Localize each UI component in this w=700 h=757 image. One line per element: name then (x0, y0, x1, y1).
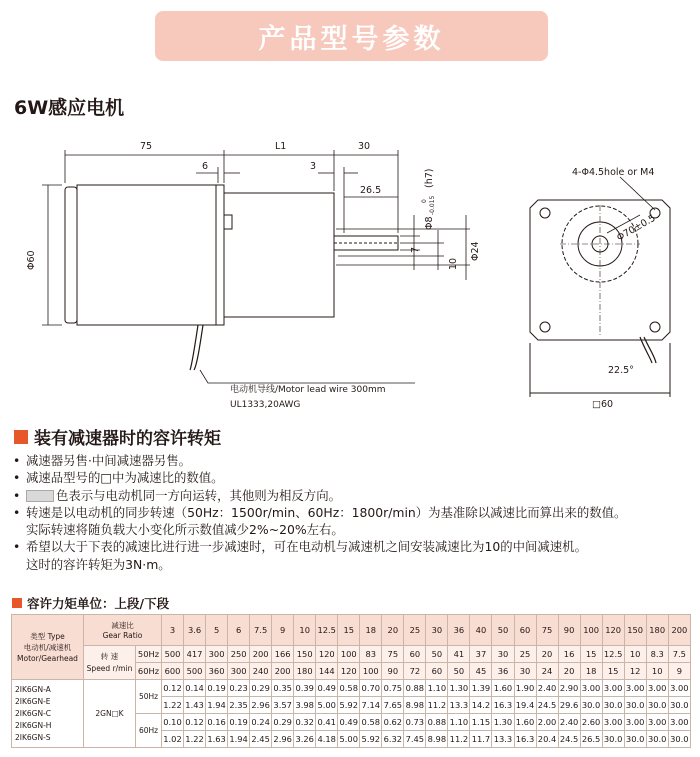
torque-cell: 0.75 (382, 680, 404, 697)
torque-cell: 5.92 (338, 697, 360, 714)
speed-cell: 7.5 (668, 646, 690, 663)
hz-cell: 60Hz (136, 663, 162, 680)
torque-cell: 3.00 (668, 680, 690, 697)
torque-cell: 0.39 (294, 680, 316, 697)
note-continuation: 这时的容许转矩为3N·m。 (26, 556, 171, 572)
speed-cell: 500 (162, 646, 184, 663)
section-title (14, 424, 221, 449)
torque-cell: 11.2 (448, 731, 470, 748)
torque-cell: 0.12 (162, 680, 184, 697)
ratio-cell: 200 (668, 615, 690, 646)
torque-cell: 30.0 (580, 697, 602, 714)
dim-l1: L1 (275, 141, 287, 152)
note-item: • 减速品型号的□中为减速比的数值。 (12, 469, 692, 486)
torque-cell: 2.60 (580, 714, 602, 731)
torque-cell: 6.32 (382, 731, 404, 748)
torque-cell: 0.41 (316, 714, 338, 731)
speed-cell: 300 (228, 663, 250, 680)
ratio-cell: 20 (382, 615, 404, 646)
torque-cell: 0.35 (272, 680, 294, 697)
torque-cell: 0.24 (250, 714, 272, 731)
torque-cell: 0.58 (360, 714, 382, 731)
ratio-cell: 15 (338, 615, 360, 646)
torque-cell: 16.3 (492, 697, 514, 714)
torque-cell: 0.19 (206, 680, 228, 697)
speed-cell: 144 (316, 663, 338, 680)
note-item: • 希望以大于下表的减速比进行进一步减速时，可在电动机与减速机之间安装减速比为10的中间减速机。 (12, 538, 692, 555)
section-title-text: 装有减速器时的容许转矩 (34, 429, 221, 449)
speed-cell: 37 (470, 646, 492, 663)
speed-cell: 10 (624, 646, 646, 663)
dim-7: 7 (410, 246, 421, 253)
note-item (12, 487, 692, 504)
torque-cell: 3.00 (646, 680, 668, 697)
ratio-cell: 25 (404, 615, 426, 646)
ratio-cell: 5 (206, 615, 228, 646)
torque-cell: 1.60 (492, 680, 514, 697)
section-marker (14, 430, 28, 444)
torque-cell: 11.7 (470, 731, 492, 748)
dim-phi8-fit: (h7) (424, 168, 435, 188)
torque-cell: 1.94 (228, 731, 250, 748)
gearhead-model: 2GN□K (84, 680, 136, 748)
dim-phi8-zero: 0 (421, 199, 428, 203)
speed-cell: 72 (404, 663, 426, 680)
torque-cell: 5.00 (338, 731, 360, 748)
speed-cell: 60 (404, 646, 426, 663)
torque-cell: 11.2 (426, 697, 448, 714)
dim-3: 3 (310, 161, 317, 172)
ratio-cell: 12.5 (316, 615, 338, 646)
torque-cell: 0.73 (404, 714, 426, 731)
motor-body (77, 185, 224, 325)
speed-cell: 417 (184, 646, 206, 663)
speed-cell: 50 (448, 663, 470, 680)
torque-cell: 20.4 (536, 731, 558, 748)
torque-cell: 2.96 (250, 697, 272, 714)
speed-cell: 166 (272, 646, 294, 663)
torque-cell: 3.00 (624, 714, 646, 731)
torque-cell: 0.49 (338, 714, 360, 731)
ratio-cell: 90 (558, 615, 580, 646)
speed-cell: 24 (536, 663, 558, 680)
torque-cell: 0.62 (382, 714, 404, 731)
speed-cell: 30 (514, 663, 536, 680)
torque-cell: 1.60 (514, 714, 536, 731)
torque-cell: 2.40 (536, 680, 558, 697)
torque-cell: 3.98 (294, 697, 316, 714)
speed-cell: 45 (470, 663, 492, 680)
ratio-cell: 75 (536, 615, 558, 646)
speed-cell: 90 (382, 663, 404, 680)
banner-title: 产品型号参数 (258, 23, 445, 55)
dim-26-5: 26.5 (360, 185, 382, 196)
torque-cell: 2.00 (536, 714, 558, 731)
torque-cell: 5.92 (360, 731, 382, 748)
torque-cell: 1.30 (448, 680, 470, 697)
torque-cell: 13.3 (492, 731, 514, 748)
torque-cell: 30.0 (602, 697, 624, 714)
torque-cell: 0.88 (426, 714, 448, 731)
torque-cell: 30.0 (624, 731, 646, 748)
speed-cell: 15 (602, 663, 624, 680)
ratio-cell: 40 (470, 615, 492, 646)
ratio-cell: 60 (514, 615, 536, 646)
torque-cell: 1.22 (162, 697, 184, 714)
ratio-cell: 3 (162, 615, 184, 646)
motor-flange (224, 193, 334, 317)
torque-cell: 1.63 (206, 731, 228, 748)
dim-phi8-tol: -0.015 (429, 195, 436, 215)
torque-cell: 0.23 (228, 680, 250, 697)
torque-cell: 1.90 (514, 680, 536, 697)
torque-cell: 5.00 (316, 697, 338, 714)
ratio-header: 减速比 Gear Ratio (84, 615, 162, 646)
ul-label: UL1333,20AWG (230, 400, 301, 410)
torque-cell: 0.29 (272, 714, 294, 731)
type-header: 类型 Type 电动机/减速机 Motor/Gearhead (12, 615, 84, 680)
dim-phi8: Φ8 (424, 216, 435, 230)
torque-title-text: 容许力矩单位：上段/下段 (27, 596, 170, 611)
torque-cell: 2.40 (558, 714, 580, 731)
torque-cell: 13.3 (448, 697, 470, 714)
torque-cell: 19.4 (514, 697, 536, 714)
torque-cell: 24.5 (558, 731, 580, 748)
torque-cell: 2.96 (272, 731, 294, 748)
model-title: 6W感应电机 (14, 97, 125, 119)
ratio-cell: 7.5 (250, 615, 272, 646)
dim-6: 6 (202, 161, 209, 172)
speed-cell: 25 (514, 646, 536, 663)
speed-cell: 9 (668, 663, 690, 680)
ratio-cell: 100 (580, 615, 602, 646)
speed-cell: 100 (338, 646, 360, 663)
torque-cell: 4.18 (316, 731, 338, 748)
side-dimension-labels (26, 141, 481, 410)
speed-header: 转 速 Speed r/min (84, 646, 136, 680)
speed-cell: 300 (206, 646, 228, 663)
speed-cell: 36 (492, 663, 514, 680)
ratio-cell: 36 (448, 615, 470, 646)
speed-cell: 20 (536, 646, 558, 663)
torque-cell: 7.65 (382, 697, 404, 714)
torque-cell: 1.43 (184, 697, 206, 714)
torque-cell: 1.10 (448, 714, 470, 731)
dim-30: 30 (358, 141, 371, 152)
ratio-cell: 150 (624, 615, 646, 646)
torque-cell: 26.5 (580, 731, 602, 748)
torque-cell: 0.70 (360, 680, 382, 697)
torque-cell: 30.0 (668, 731, 690, 748)
torque-cell: 0.12 (184, 714, 206, 731)
speed-cell: 41 (448, 646, 470, 663)
speed-cell: 10 (646, 663, 668, 680)
note-continuation: 实际转速将随负载大小变化所示数值减少2%~20%左右。 (26, 522, 344, 538)
ratio-cell: 9 (272, 615, 294, 646)
torque-cell: 3.00 (624, 680, 646, 697)
front-dimension-labels (572, 167, 657, 410)
torque-cell: 3.00 (602, 714, 624, 731)
torque-cell: 1.02 (162, 731, 184, 748)
dim-10: 10 (448, 257, 459, 270)
torque-cell: 14.2 (470, 697, 492, 714)
torque-cell: 8.98 (404, 697, 426, 714)
speed-cell: 8.3 (646, 646, 668, 663)
speed-cell: 600 (162, 663, 184, 680)
torque-cell: 1.39 (470, 680, 492, 697)
speed-cell: 20 (558, 663, 580, 680)
torque-cell: 0.49 (316, 680, 338, 697)
speed-cell: 150 (294, 646, 316, 663)
dim-sq60: □60 (592, 399, 614, 410)
hz-cell: 60Hz (136, 714, 162, 748)
torque-cell: 2.35 (228, 697, 250, 714)
speed-cell: 60 (426, 663, 448, 680)
torque-cell: 29.6 (558, 697, 580, 714)
speed-cell: 200 (250, 646, 272, 663)
ratio-cell: 50 (492, 615, 514, 646)
torque-cell: 2.90 (558, 680, 580, 697)
speed-cell: 30 (492, 646, 514, 663)
speed-cell: 180 (294, 663, 316, 680)
torque-cell: 1.94 (206, 697, 228, 714)
motor-end-cap (65, 187, 77, 323)
dim-22-5: 22.5° (608, 365, 634, 376)
note-item: • 转速是以电动机的同步转速（50Hz：1500r/min、60Hz：1800r/min）为基准除以减速比而算出来的数值。 (12, 504, 692, 521)
torque-cell: 24.5 (536, 697, 558, 714)
torque-title (12, 594, 169, 612)
speed-cell: 83 (360, 646, 382, 663)
speed-cell: 200 (272, 663, 294, 680)
torque-cell: 8.98 (426, 731, 448, 748)
dimension-drawing (0, 125, 700, 420)
torque-cell: 3.00 (668, 714, 690, 731)
ratio-cell: 120 (602, 615, 624, 646)
speed-cell: 75 (382, 646, 404, 663)
speed-cell: 500 (184, 663, 206, 680)
torque-cell: 30.0 (602, 731, 624, 748)
torque-cell: 7.14 (360, 697, 382, 714)
ratio-cell: 10 (294, 615, 316, 646)
torque-cell: 3.00 (602, 680, 624, 697)
speed-cell: 240 (250, 663, 272, 680)
torque-cell: 2.45 (250, 731, 272, 748)
speed-cell: 12.5 (602, 646, 624, 663)
torque-cell: 3.26 (294, 731, 316, 748)
ratio-cell: 180 (646, 615, 668, 646)
speed-cell: 16 (558, 646, 580, 663)
title-banner (155, 11, 548, 61)
speed-cell: 120 (316, 646, 338, 663)
torque-cell: 3.00 (580, 680, 602, 697)
dim-75: 75 (140, 141, 153, 152)
torque-cell: 7.45 (404, 731, 426, 748)
speed-cell: 50 (426, 646, 448, 663)
speed-cell: 360 (206, 663, 228, 680)
ratio-cell: 30 (426, 615, 448, 646)
torque-cell: 3.57 (272, 697, 294, 714)
torque-table (11, 614, 691, 748)
note-text: 色表示与电动机同一方向运转，其他则为相反方向。 (56, 487, 341, 503)
torque-cell: 0.16 (206, 714, 228, 731)
torque-cell: 0.14 (184, 680, 206, 697)
torque-marker (12, 598, 22, 608)
torque-cell: 0.29 (250, 680, 272, 697)
torque-cell: 30.0 (668, 697, 690, 714)
notes-list (12, 452, 692, 573)
dim-phi24: Φ24 (470, 241, 481, 261)
torque-cell: 0.88 (404, 680, 426, 697)
dim-phi70: Φ70±0.5 (615, 212, 658, 244)
torque-cell: 1.30 (492, 714, 514, 731)
note-item: • 减速器另售·中间减速器另售。 (12, 452, 692, 469)
torque-cell: 3.00 (646, 714, 668, 731)
dim-phi60: Φ60 (26, 250, 37, 270)
torque-cell: 0.19 (228, 714, 250, 731)
torque-cell: 30.0 (646, 697, 668, 714)
torque-cell: 1.15 (470, 714, 492, 731)
hz-cell: 50Hz (136, 646, 162, 663)
speed-cell: 100 (360, 663, 382, 680)
hz-cell: 50Hz (136, 680, 162, 714)
speed-cell: 120 (338, 663, 360, 680)
color-swatch (26, 490, 54, 502)
speed-cell: 15 (580, 646, 602, 663)
torque-cell: 16.3 (514, 731, 536, 748)
ratio-cell: 3.6 (184, 615, 206, 646)
torque-cell: 30.0 (646, 731, 668, 748)
torque-cell: 30.0 (624, 697, 646, 714)
lead-wire-label: 电动机导线/Motor lead wire 300mm (230, 385, 386, 395)
speed-cell: 18 (580, 663, 602, 680)
speed-cell: 250 (228, 646, 250, 663)
hole-label: 4-Φ4.5hole or M4 (572, 167, 655, 178)
speed-cell: 12 (624, 663, 646, 680)
torque-cell: 0.58 (338, 680, 360, 697)
torque-cell: 1.22 (184, 731, 206, 748)
motor-models: 2IK6GN-A 2IK6GN-E 2IK6GN-C 2IK6GN-H 2IK6GN-S (12, 680, 84, 748)
ratio-cell: 6 (228, 615, 250, 646)
torque-cell: 1.10 (426, 680, 448, 697)
torque-cell: 0.10 (162, 714, 184, 731)
ratio-cell: 18 (360, 615, 382, 646)
torque-cell: 0.32 (294, 714, 316, 731)
